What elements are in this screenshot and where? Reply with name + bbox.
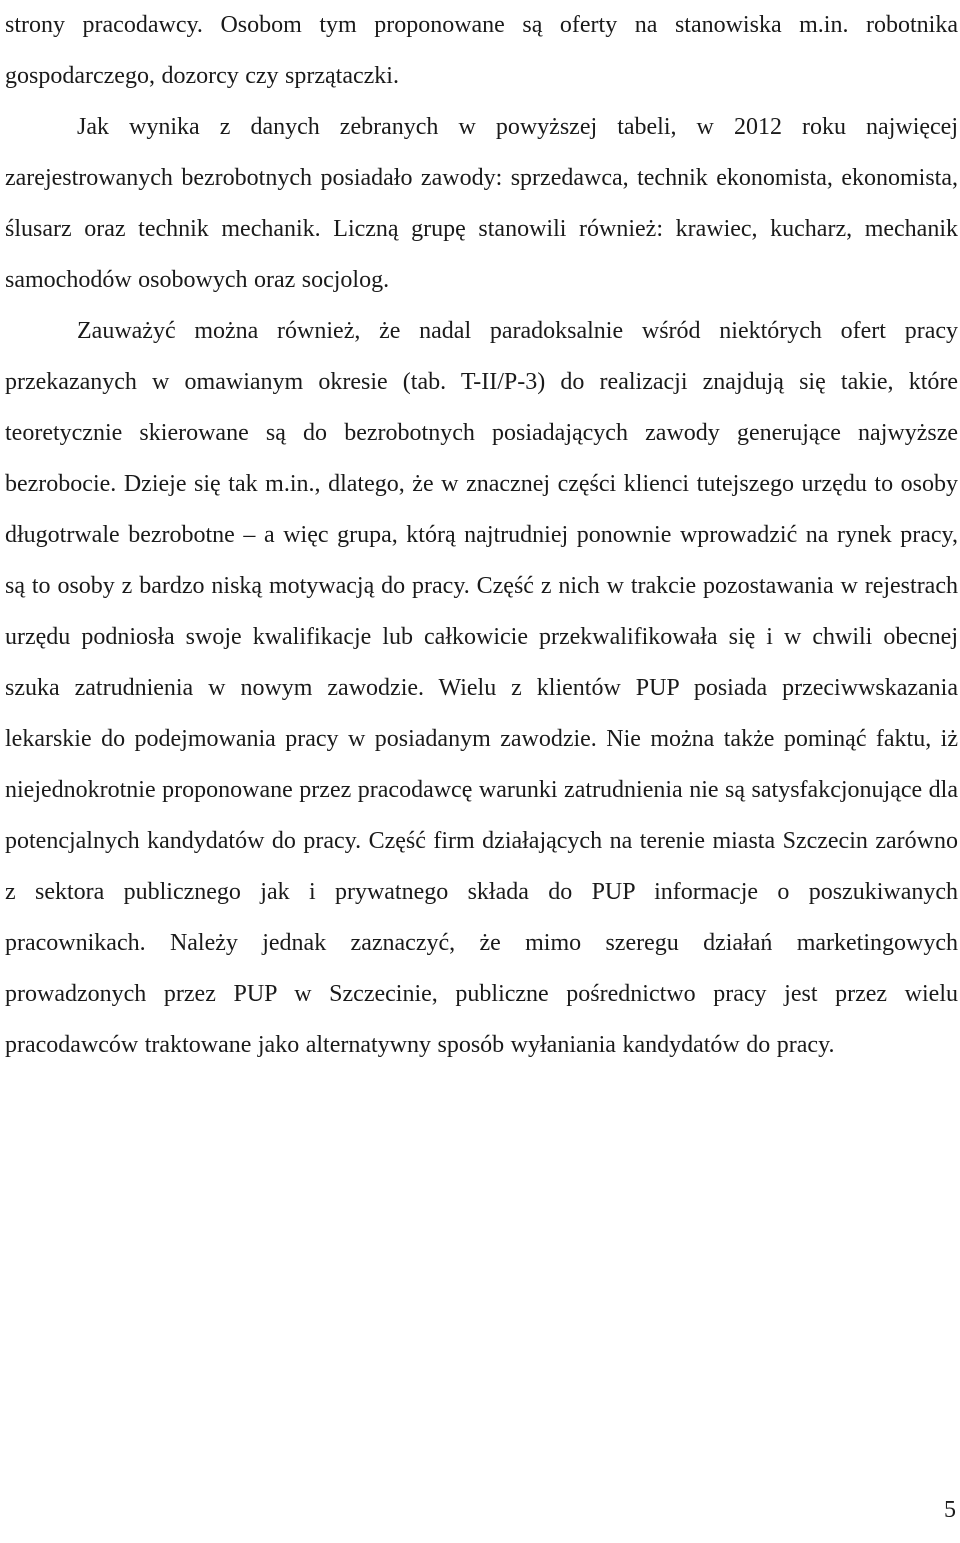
paragraph-1: strony pracodawcy. Osobom tym proponowane są oferty na stanowiska m.in. robotnika gospodarczego, dozorcy czy sprzątaczki. <box>5 12 958 89</box>
paragraph-3: Zauważyć można również, że nadal paradoksalnie wśród niektórych ofert pracy przekazanych w omawianym okresie (tab. T-II/P-3) do realizacji znajdują się takie, które teoretycznie skierowane są do bezrobotnych posiadających zawody generujące najwyższe bezrobocie. Dzieje się tak m.in., dlatego, że w znacznej części klienci tutejszego urzędu to osoby długotrwale bezrobotne – a więc grupa, którą najtrudniej ponownie wprowadzić na rynek pracy, są to osoby z bardzo niską motywacją do pracy. Część z nich w trakcie pozostawania w rejestrach urzędu podniosła swoje kwalifikacje lub całkowicie przekwalifikowała się i w chwili obecnej szuka zatrudnienia w nowym zawodzie. Wielu z klientów PUP posiada przeciwwskazania lekarskie do podejmowania pracy w posiadanym zawodzie. Nie można także pominąć faktu, iż niejednokrotnie proponowane przez pracodawcę warunki zatrudnienia nie są satysfakcjonujące dla potencjalnych kandydatów do pracy. Część firm działających na terenie miasta Szczecin zarówno z sektora publicznego jak i prywatnego składa do PUP informacje o poszukiwanych pracownikach. Należy jednak zaznaczyć, że mimo szeregu działań marketingowych prowadzonych przez PUP w Szczecinie, publiczne pośrednictwo pracy jest przez wielu pracodawców traktowane jako alternatywny sposób wyłaniania kandydatów do pracy. <box>5 318 958 1058</box>
document-page <box>5 0 958 1071</box>
paragraph-2: Jak wynika z danych zebranych w powyższej tabeli, w 2012 roku najwięcej zarejestrowanych bezrobotnych posiadało zawody: sprzedawca, technik ekonomista, ekonomista, ślusarz oraz technik mechanik. Liczną grupę stanowili również: krawiec, kucharz, mechanik samochodów osobowych oraz socjolog. <box>5 114 958 293</box>
page-number: 5 <box>944 1497 956 1523</box>
